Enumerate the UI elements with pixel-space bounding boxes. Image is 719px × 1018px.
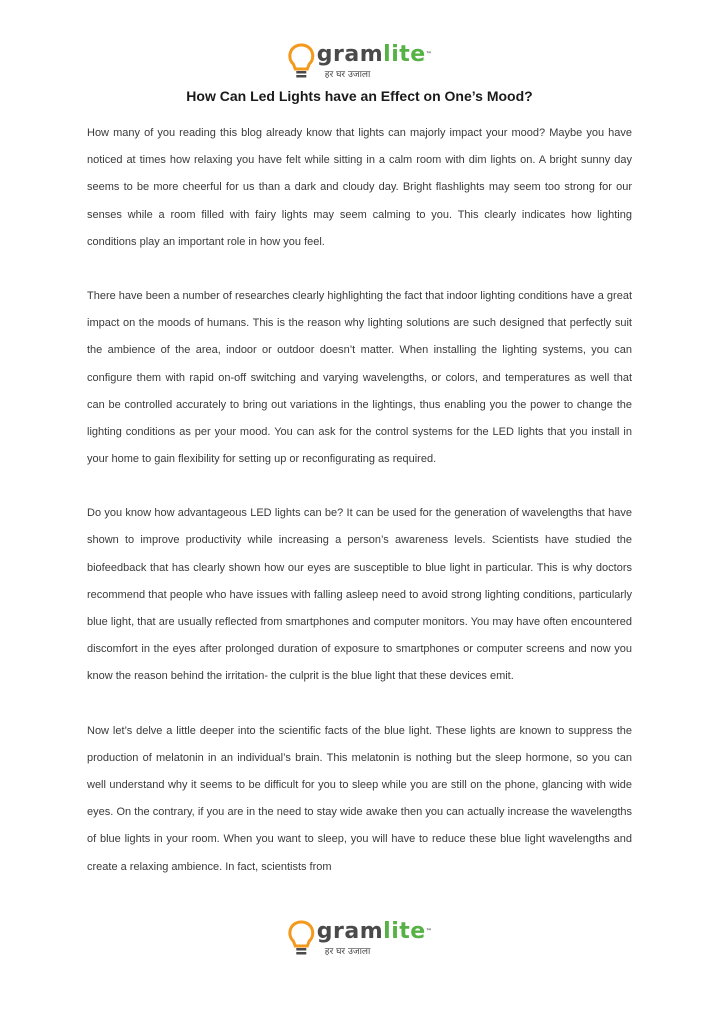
paragraph-3: Do you know how advantageous LED lights can be? It can be used for the generation of wavelengths that have shown to improve productivity while increasing a person’s awareness levels. Scientists have studied the biofeedback that has clearly shown how our eyes are susceptible to blue light in particular. This is why doctors recommend that people who have issues with falling asleep need to avoid strong lighting conditions, particularly blue light, that are usually reflected from smartphones and computer monitors. You may have often encountered discomfort in the eyes after prolonged duration of exposure to smartphones or computer screens and now you know the reason behind the irritation- the culprit is the blue light that these devices emit.: [87, 507, 632, 683]
paragraph-1: How many of you reading this blog already know that lights can majorly impact your mood? Maybe you have noticed at times how relaxing you have felt while sitting in a calm room with dim lights on. A bright sunny day seems to be more cheerful for us than a dark and cloudy day. Bright flashlights may seem too strong for our senses while a room filled with fairy lights may seem calming to you. This clearly indicates how lighting conditions play an important role in how you feel.: [87, 127, 632, 248]
footer-logo: [287, 919, 432, 959]
brand-name: gramlite™: [316, 42, 433, 67]
lightbulb-icon: [287, 42, 315, 82]
article-body: [87, 120, 632, 908]
paragraph-4: Now let’s delve a little deeper into the scientific facts of the blue light. These lights are known to suppress the production of melatonin in an individual’s brain. This melatonin is nothing but the sleep hormone, so you can well understand why it seems to be difficult for you to sleep while you are still on the phone, glancing with wide eyes. On the contrary, if you are in the need to stay wide awake then you can actually increase the wavelengths of blue lights in your room. When you want to sleep, you will have to reduce these blue light wavelengths and create a relaxing ambience. In fact, scientists from: [87, 724, 632, 873]
lightbulb-icon: [287, 919, 315, 959]
brand-name: gramlite™: [316, 919, 433, 944]
header-logo: [287, 42, 432, 82]
brand-tagline: हर घर उजाला: [324, 947, 371, 957]
page-title: How Can Led Lights have an Effect on One’s Mood?: [186, 88, 533, 104]
brand-tagline: हर घर उजाला: [324, 70, 371, 80]
paragraph-2: There have been a number of researches clearly highlighting the fact that indoor lighting conditions have a great impact on the moods of humans. This is the reason why lighting solutions are such designed that perfectly suit the ambience of the area, indoor or outdoor doesn’t matter. When installing the lighting systems, you can configure them with rapid on-off switching and varying wavelengths, or colors, and temperatures as well that can be controlled accurately to bring out variations in the lightings, thus enabling you the power to change the lighting conditions as per your mood. You can ask for the control systems for the LED lights that you install in your home to gain flexibility for setting up or reconfigurating as required.: [87, 289, 632, 466]
